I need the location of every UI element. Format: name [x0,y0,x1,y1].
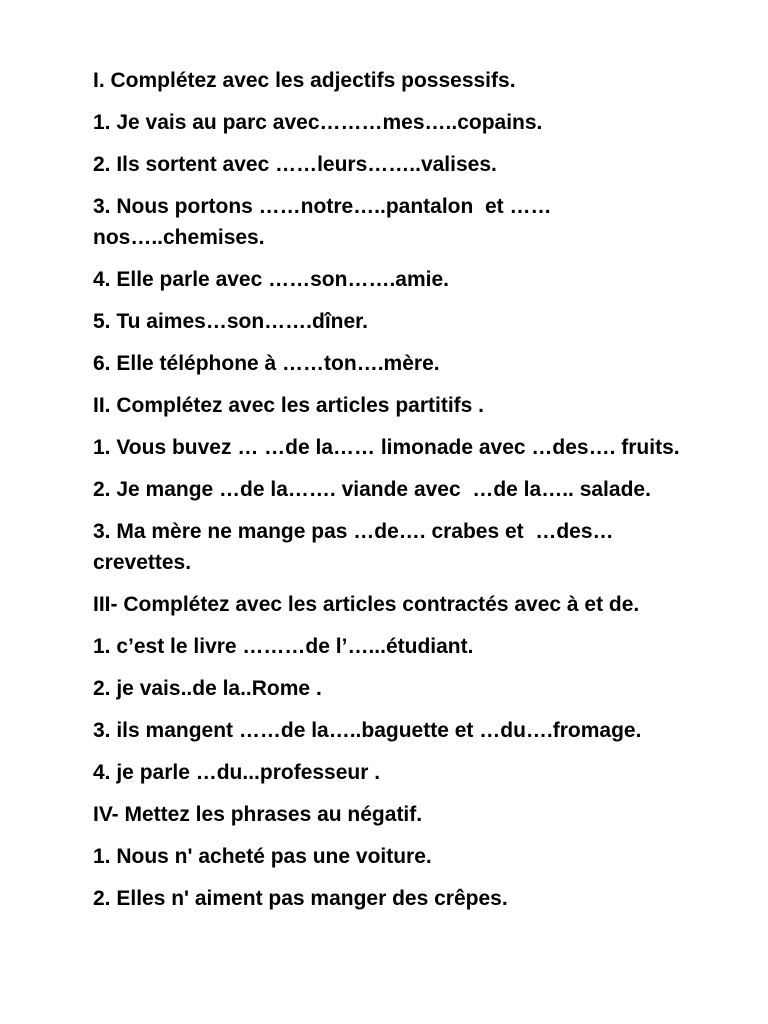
section-heading: III- Complétez avec les articles contractés avec à et de. [93,593,640,616]
exercise-item: 2. Ils sortent avec ……leurs……..valises. [93,153,497,176]
exercise-section-1 [93,65,698,379]
exercise-item: 3. Nous portons ……notre…..pantalon et …… nos…..chemises. [93,195,558,249]
exercise-item: 2. je vais..de la..Rome . [93,677,322,700]
exercise-section-4 [93,799,698,914]
exercise-section-2 [93,390,698,578]
section-heading: IV- Mettez les phrases au négatif. [93,803,423,826]
exercise-item: 5. Tu aimes…son…….dîner. [93,310,369,333]
worksheet-content [93,65,698,925]
exercise-item: 1. Nous n' acheté pas une voiture. [93,845,432,868]
exercise-item: 2. Elles n' aiment pas manger des crêpes. [93,887,508,910]
exercise-item: 1. c’est le livre ………de l’…...étudiant. [93,635,474,658]
exercise-item: 2. Je mange …de la……. viande avec …de la….. salade. [93,478,651,501]
section-heading: II. Complétez avec les articles partitifs . [93,394,484,417]
exercise-item: 6. Elle téléphone à ……ton….mère. [93,352,440,375]
exercise-item: 4. je parle …du...professeur . [93,761,381,784]
exercise-item: 1. Vous buvez … …de la…… limonade avec …des…. fruits. [93,436,680,459]
exercise-section-3 [93,589,698,788]
exercise-item: 3. ils mangent ……de la…..baguette et …du….fromage. [93,719,642,742]
section-heading: I. Complétez avec les adjectifs possessifs. [93,69,516,92]
exercise-item: 3. Ma mère ne mange pas …de…. crabes et …des… crevettes. [93,520,620,574]
exercise-item: 1. Je vais au parc avec………mes…..copains. [93,111,543,134]
exercise-item: 4. Elle parle avec ……son…….amie. [93,268,449,291]
